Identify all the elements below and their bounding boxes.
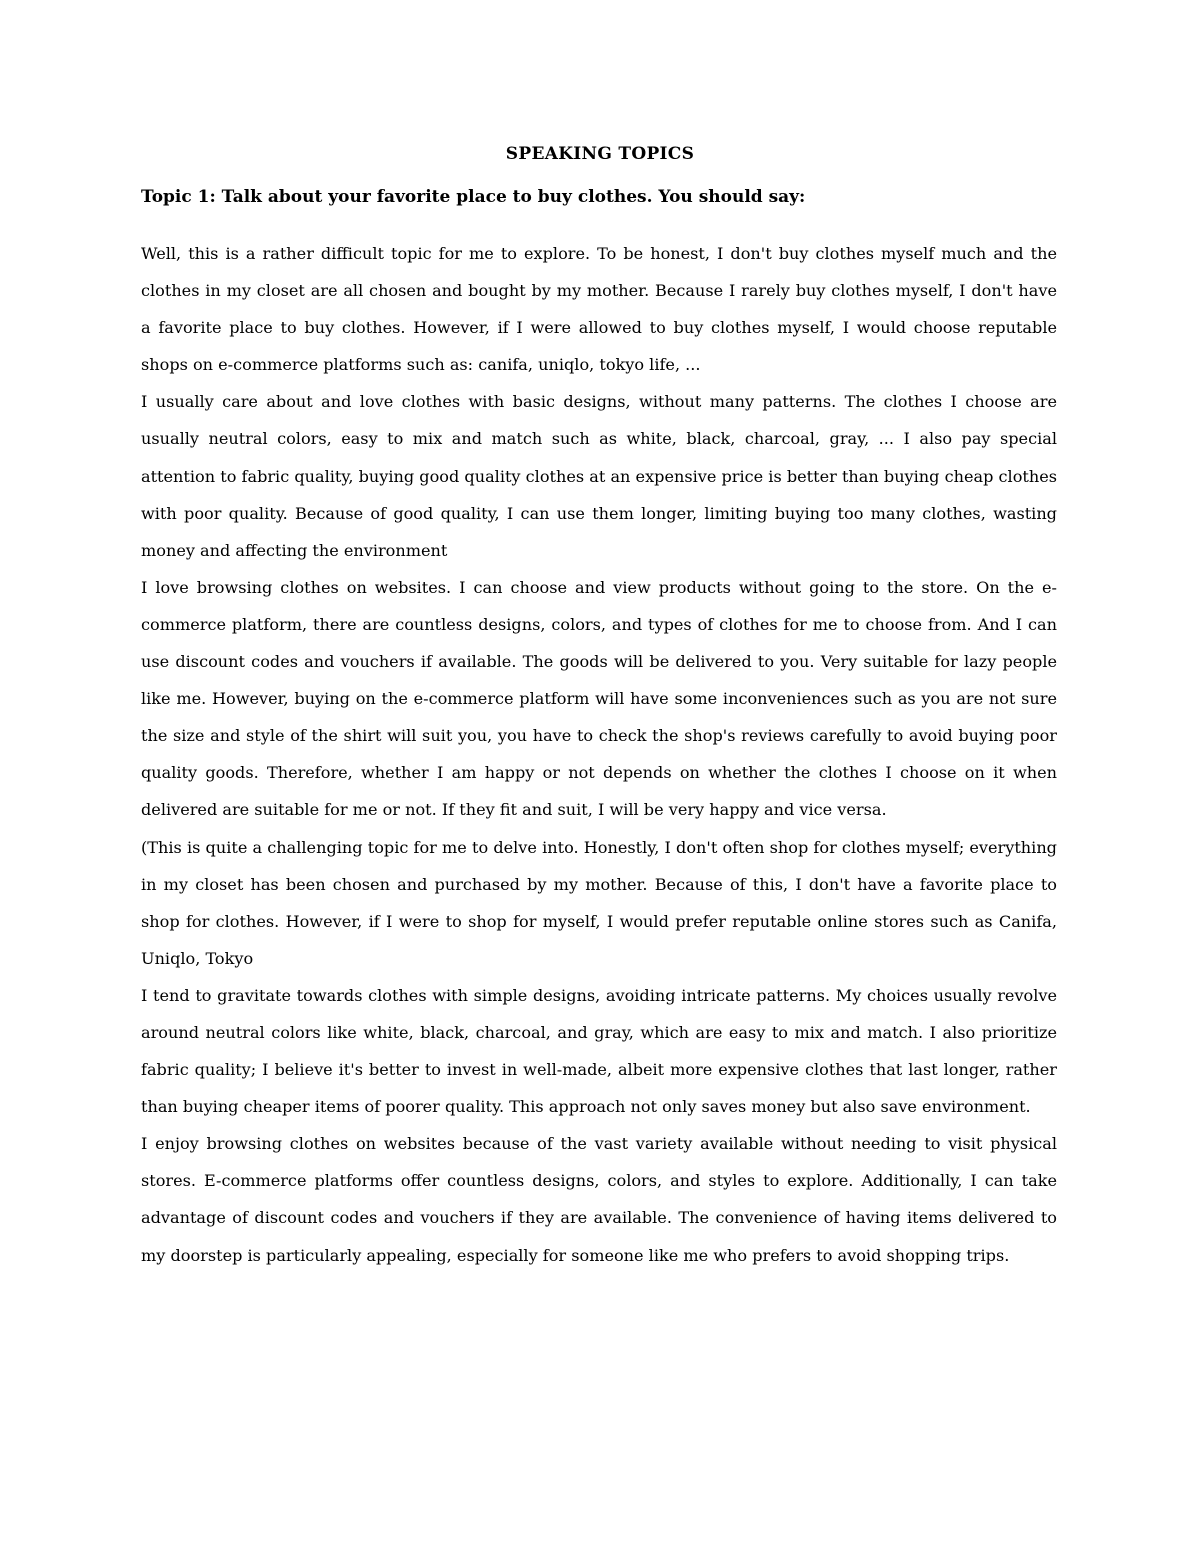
paragraph-5: I tend to gravitate towards clothes with simple designs, avoiding intricate patterns. My choices usually revolve around neutral colors like white, black, charcoal, and gray, which are easy to mix and match. I also prioritize fabric quality; I believe it's better to invest in well-made, albeit more expensive clothes that last longer, rather than buying cheaper items of poorer quality. This approach not only saves money but also save environment. [141,985,1057,1117]
page-title: SPEAKING TOPICS [505,144,695,164]
paragraph-2: I usually care about and love clothes with basic designs, without many patterns. The clothes I choose are usually neutral colors, easy to mix and match such as white, black, charcoal, gray, ... I also pay special attention to fabric quality, buying good quality clothes at an expensive price is better than buying cheap clothes with poor quality. Because of good quality, I can use them longer, limiting buying too many clothes, wasting money and affecting the environment [141,392,1057,560]
paragraph-3: I love browsing clothes on websites. I can choose and view products without going to the store. On the e-commerce platform, there are countless designs, colors, and types of clothes for me to choose from. And I can use discount codes and vouchers if available. The goods will be delivered to you. Very suitable for lazy people like me. However, buying on the e-commerce platform will have some inconveniences such as you are not sure the size and style of the shirt will suit you, you have to check the shop's reviews carefully to avoid buying poor quality goods. Therefore, whether I am happy or not depends on whether the clothes I choose on it when delivered are suitable for me or not. If they fit and suit, I will be very happy and vice versa. [141,577,1057,820]
topic-heading: Topic 1: Talk about your favorite place to buy clothes. You should say: [141,187,806,207]
paragraph-4: (This is quite a challenging topic for me to delve into. Honestly, I don't often shop for clothes myself; everything in my closet has been chosen and purchased by my mother. Because of this, I don't have a favorite place to shop for clothes. However, if I were to shop for myself, I would prefer reputable online stores such as Canifa, Uniqlo, Tokyo [141,837,1057,968]
paragraph-1: Well, this is a rather difficult topic for me to explore. To be honest, I don't buy clothes myself much and the clothes in my closet are all chosen and bought by my mother. Because I rarely buy clothes myself, I don't have a favorite place to buy clothes. However, if I were allowed to buy clothes myself, I would choose reputable shops on e-commerce platforms such as: canifa, uniqlo, tokyo life, ... [141,244,1057,375]
body-text [141,235,1057,1274]
paragraph-6: I enjoy browsing clothes on websites because of the vast variety available without needing to visit physical stores. E-commerce platforms offer countless designs, colors, and styles to explore. Additionally, I can take advantage of discount codes and vouchers if they are available. The convenience of having items delivered to my doorstep is particularly appealing, especially for someone like me who prefers to avoid shopping trips. [141,1134,1057,1265]
